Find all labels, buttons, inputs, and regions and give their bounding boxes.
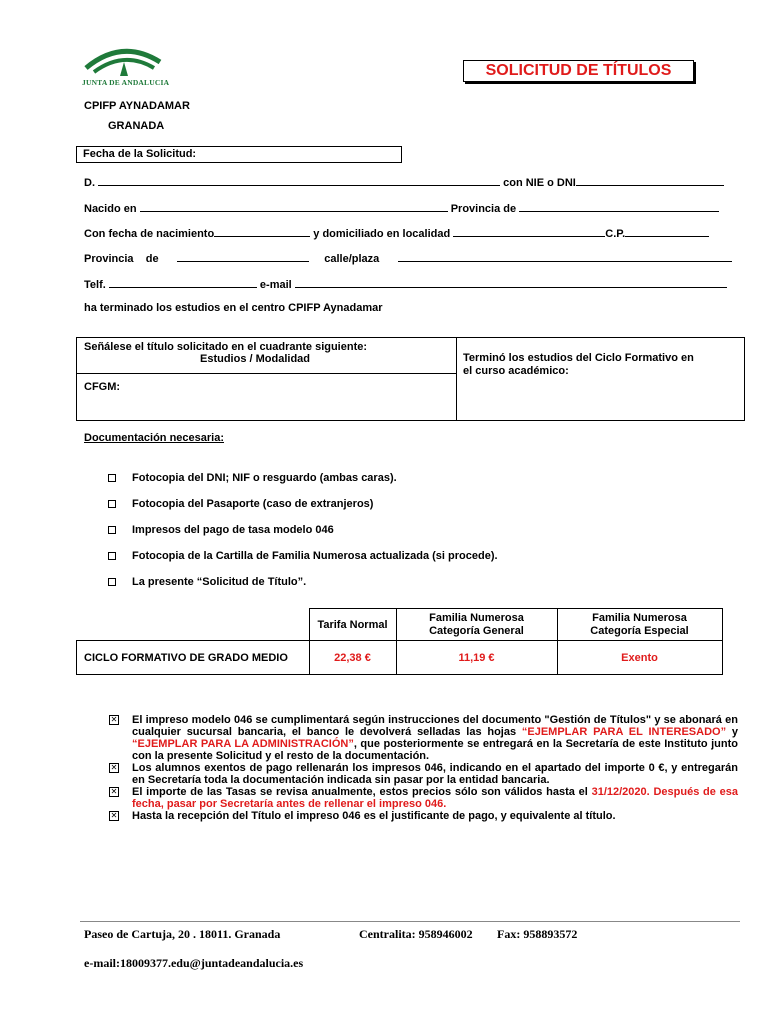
fees-empty-cell [77,609,310,641]
doc-item-label: Fotocopia de la Cartilla de Familia Numerosa actualizada (si procede). [132,550,498,562]
row-address [84,252,732,265]
de-label: de [145,253,159,265]
quadrant-horizontal-divider [77,373,456,374]
locality-field[interactable] [453,227,605,237]
email-field[interactable] [295,278,727,288]
notes-list [106,714,738,822]
quadrant-instruction: Señálese el título solicitado en el cuadrante siguiente: [84,341,368,353]
doc-item[interactable] [108,576,306,588]
doc-item[interactable] [108,472,397,484]
province-field[interactable] [177,252,309,262]
header-fn-general-l1: Familia Numerosa [429,611,524,624]
nie-label: con NIE o DNI [503,177,576,189]
name-field[interactable] [98,176,500,186]
checkbox-icon[interactable] [108,500,116,508]
title-quadrant [76,337,745,421]
cp-label: C.P. [605,228,626,240]
note-item [106,786,738,810]
checked-box-icon: ✕ [110,715,118,724]
street-field[interactable] [398,252,732,262]
doc-item[interactable] [108,498,373,510]
fees-row [77,641,723,675]
footer-phone: Centralita: 958946002 [359,927,473,941]
center-city: GRANADA [108,120,165,132]
footer-divider [80,921,740,922]
documentation-heading: Documentación necesaria: [84,432,224,444]
doc-item-label: Impresos del pago de tasa modelo 046 [132,524,334,536]
note4-text: Hasta la recepción del Título el impreso 046 es el justificante de pago, y equivalente al título. [132,810,616,822]
curso-text-1: Terminó los estudios del Ciclo Formativo en [463,352,694,364]
birthplace-field[interactable] [140,202,448,212]
header-fn-especial-l2: Categoría Especial [590,624,689,637]
footer-email: e-mail:18009377.edu@juntadeandalucia.es [84,956,304,970]
quadrant-subtitle: Estudios / Modalidad [200,353,311,365]
doc-item[interactable] [108,524,334,536]
note-item [106,810,738,822]
row-name [84,176,724,189]
checkbox-icon[interactable] [108,474,116,482]
checked-box-icon: ✕ [110,811,118,820]
doc-item-label: Fotocopia del DNI; NIF o resguardo (ambas caras). [132,472,397,484]
doc-item-label: Fotocopia del Pasaporte (caso de extranjeros) [132,498,374,510]
note-item [106,762,738,786]
doc-item-label: La presente “Solicitud de Título”. [132,576,307,588]
footer-fax: Fax: 958893572 [497,927,578,941]
junta-andalucia-logo [82,42,170,92]
header-fn-general-l2: Categoría General [429,624,524,637]
fecha-label: Fecha de la Solicitud: [83,148,197,160]
note1-text-a: El impreso modelo 046 se cumplimentará según instrucciones del documento "Gestión de Títulos" y se abonará en cualquier sucursal bancaria, el banco le devolverá selladas las hojas [132,714,738,738]
email-label: e-mail [259,279,292,291]
checked-box-icon: ✕ [110,763,118,772]
page-title: SOLICITUD DE TÍTULOS [463,60,694,82]
telf-label: Telf. [84,279,106,291]
header-fn-especial-l1: Familia Numerosa [592,611,687,624]
logo-arcs-icon [82,42,166,78]
doc-item[interactable] [108,550,498,562]
fees-table [76,608,723,675]
header-fn-general [396,609,557,641]
birth-province-field[interactable] [519,202,719,212]
fee-especial: Exento [557,641,722,675]
note1-text-c: , que posteriormente se entregará en la Secretaría de este Instituto junto con la presente Solicitud y el resto de la documentación. [132,738,738,762]
note3-red: 31/12/2020. Después de esa fecha, pasar por Secretaría antes de rellenar el impreso 046. [132,786,739,810]
row-birthplace [84,202,719,215]
curso-text-2: el curso académico: [463,365,569,377]
nacido-label: Nacido en [84,203,137,215]
cfgm-field[interactable] [84,381,120,393]
note1-red-2: “EJEMPLAR PARA LA ADMINISTRACIÓN” [132,738,354,750]
birthdate-field[interactable] [214,227,310,237]
note1-red-1: “EJEMPLAR PARA EL INTERESADO” [521,726,727,738]
d-label: D. [84,177,95,189]
terminado-text: ha terminado los estudios en el centro CPIFP Aynadamar [84,302,383,314]
note2-text: Los alumnos exentos de pago rellenarán los impresos 046, indicando en el apartado del importe 0 €, y entregarán en Secretaría toda la documentación indicada sin pasar por la entidad bancaria. [132,762,738,786]
footer-address: Paseo de Cartuja, 20 . 18011. Granada [84,927,281,941]
checked-box-icon: ✕ [110,787,118,796]
fecha-nacimiento-label: Con fecha de nacimiento [84,228,215,240]
row-contact [84,278,727,291]
cp-field[interactable] [625,227,709,237]
checkbox-icon[interactable] [108,552,116,560]
calle-label: calle/plaza [324,253,380,265]
cfgm-label: CFGM: [84,381,121,393]
provincia-label: Provincia de [450,203,517,215]
nie-field[interactable] [576,176,724,186]
quadrant-vertical-divider [456,338,457,420]
checkbox-icon[interactable] [108,578,116,586]
header-tarifa-normal: Tarifa Normal [309,609,396,641]
center-name: CPIFP AYNADAMAR [84,100,190,112]
header-fn-especial [557,609,722,641]
domiciliado-label: y domiciliado en localidad [313,228,451,240]
fecha-solicitud-field[interactable] [76,146,402,163]
checkbox-icon[interactable] [108,526,116,534]
fee-general: 11,19 € [396,641,557,675]
note1-text-b: y [731,726,738,738]
fees-header-row [77,609,723,641]
phone-field[interactable] [109,278,257,288]
note-item [106,714,738,762]
fee-normal: 22,38 € [309,641,396,675]
provincia2-label: Provincia [84,253,134,265]
logo-text: JUNTA DE ANDALUCIA [82,78,170,87]
note3-text: El importe de las Tasas se revisa anualmente, estos precios sólo son válidos hasta el [132,786,588,798]
fees-row-label: CICLO FORMATIVO DE GRADO MEDIO [77,641,310,675]
row-birthdate [84,227,709,240]
